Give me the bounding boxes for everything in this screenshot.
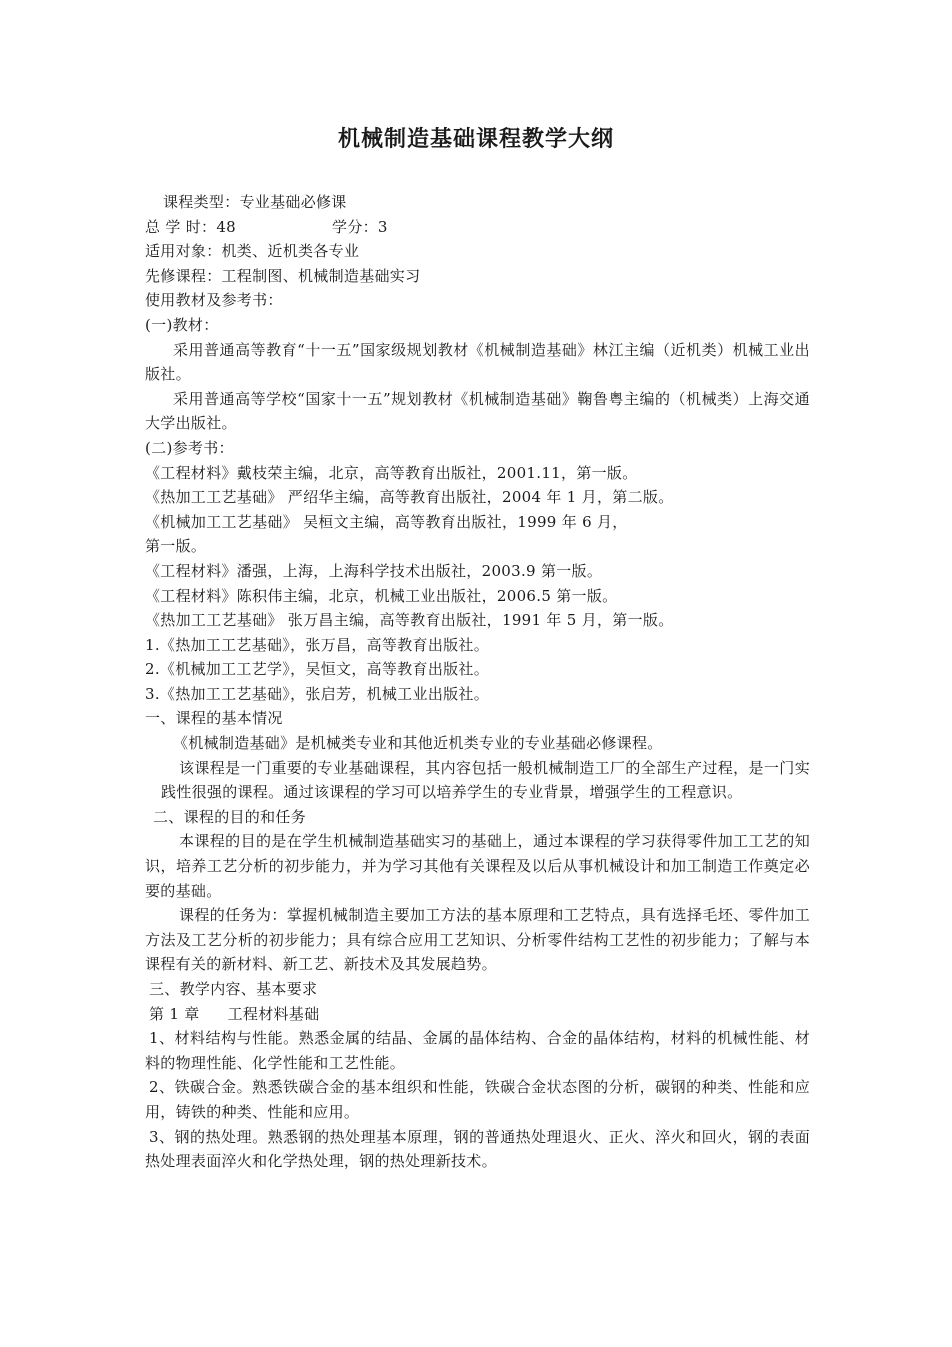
- paragraph: 本课程的目的是在学生机械制造基础实习的基础上，通过本课程的学习获得零件加工工艺的知识，培养工艺分析的初步能力，并为学习其他有关课程及以后从事机械设计和加工制造工作奠定必要的基础。: [145, 832, 810, 900]
- paragraph: 《机械制造基础》是机械类专业和其他近机类专业的专业基础必修课程。: [173, 734, 663, 753]
- credits: 学分：3: [332, 217, 388, 236]
- textbook-entry: 采用普通高等教育“十一五”国家级规划教材《机械制造基础》林江主编（近机类）机械工业出版社。: [145, 340, 810, 384]
- document-title: 机械制造基础课程教学大纲: [337, 127, 614, 152]
- total-hours: 总 学 时：48: [145, 217, 237, 236]
- reference-entry: 《工程材料》潘强，上海，上海科学技术出版社，2003.9 第一版。: [145, 561, 603, 580]
- chapter-label: 第 1 章: [149, 1004, 200, 1023]
- paragraph: 该课程是一门重要的专业基础课程，其内容包括一般机械制造工厂的全部生产过程，是一门实践性很强的课程。通过该课程的学习可以培养学生的专业背景，增强学生的工程意识。: [161, 758, 810, 802]
- document-body: [145, 190, 810, 1174]
- course-type: 课程类型：专业基础必修课: [163, 193, 347, 211]
- hours-credits-row: [145, 215, 810, 240]
- paragraph: 课程的任务为：掌握机械制造主要加工方法的基本原理和工艺特点，具有选择毛坯、零件加工方法及工艺分析的初步能力；具有综合应用工艺知识、分析零件结构工艺性的初步能力；了解与本课程有关的新材料、新工艺、新技术及其发展趋势。: [145, 906, 810, 974]
- section-heading: 二、课程的目的和任务: [153, 807, 307, 826]
- reference-entry: 《热加工工艺基础》 严绍华主编，高等教育出版社，2004 年 1 月，第二版。: [145, 488, 674, 507]
- chapter-item: 2、铁碳合金。熟悉铁碳合金的基本组织和性能，铁碳合金状态图的分析，碳钢的种类、性能和应用，铸铁的种类、性能和应用。: [145, 1078, 810, 1121]
- reference-entry: 《机械加工工艺基础》 吴桓文主编，高等教育出版社，1999 年 6 月，: [145, 512, 628, 531]
- textbooks-heading: 使用教材及参考书：: [145, 291, 283, 310]
- reference-entry: 1.《热加工工艺基础》，张万昌，高等教育出版社。: [145, 635, 490, 654]
- textbook-entry: 采用普通高等学校“国家十一五”规划教材《机械制造基础》鞠鲁粤主编的（机械类）上海交通大学出版社。: [145, 389, 810, 433]
- chapter-title: 工程材料基础: [227, 1004, 320, 1023]
- chapter-item: 3、钢的热处理。熟悉钢的热处理基本原理，钢的普通热处理退火、正火、淬火和回火，钢的表面热处理表面淬火和化学热处理，钢的热处理新技术。: [145, 1127, 810, 1171]
- reference-entry: 3.《热加工工艺基础》，张启芳，机械工业出版社。: [145, 684, 490, 703]
- reference-entry: 2.《机械加工工艺学》，吴恒文，高等教育出版社。: [145, 660, 490, 679]
- section-heading: 三、教学内容、基本要求: [149, 980, 318, 998]
- reference-entry: 第一版。: [145, 537, 207, 556]
- prerequisites: 先修课程：工程制图、机械制造基础实习: [145, 266, 421, 285]
- section-heading: 一、课程的基本情况: [145, 709, 283, 728]
- reference-entry: 《工程材料》戴枝荣主编，北京，高等教育出版社，2001.11，第一版。: [145, 463, 638, 482]
- reference-entry: 《热加工工艺基础》 张万昌主编，高等教育出版社，1991 年 5 月，第一版。: [145, 611, 674, 630]
- audience: 适用对象：机类、近机类各专业: [145, 242, 360, 261]
- reference-entry: 《工程材料》陈积伟主编，北京，机械工业出版社，2006.5 第一版。: [145, 586, 618, 605]
- textbook-subheading: (一)教材：: [145, 315, 219, 334]
- chapter-item: 1、材料结构与性能。熟悉金属的结晶、金属的晶体结构、合金的晶体结构，材料的机械性能、材料的物理性能、化学性能和工艺性能。: [145, 1029, 810, 1072]
- reference-subheading: (二)参考书：: [145, 438, 234, 457]
- chapter-heading: [145, 1002, 810, 1027]
